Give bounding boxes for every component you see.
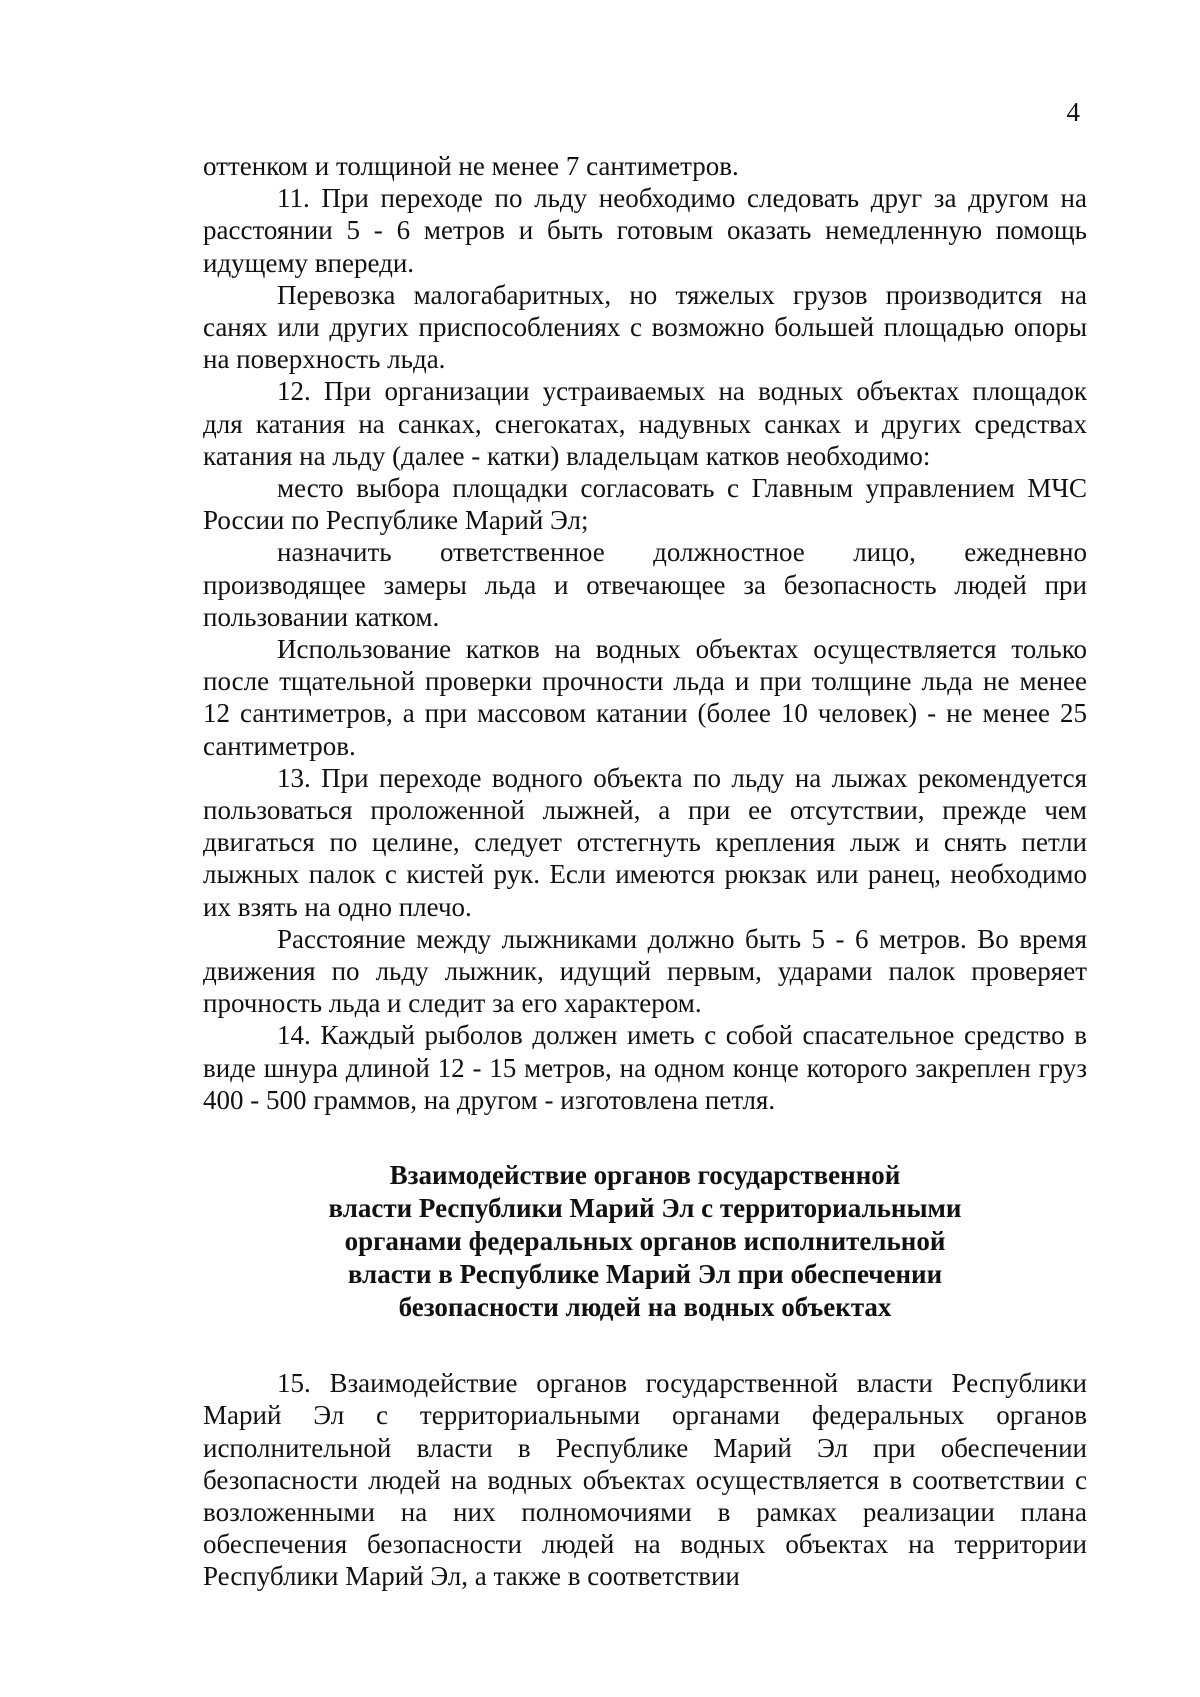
document-body xyxy=(203,150,1087,1593)
page-number: 4 xyxy=(1066,97,1080,127)
paragraph-responsible-person: назначить ответственное должностное лицо, ежедневно производящее замеры льда и отвечающее за безопасность людей при пользовании катком. xyxy=(203,537,1087,632)
paragraph-item-13: 13. При переходе водного объекта по льду на лыжах рекомендуется пользоваться проложенной лыжней, а при ее отсутствии, прежде чем двигаться по целине, следует отстегнуть крепления лыж и снять петли лыжных палок с кистей рук. Если имеются рюкзак или ранец, необходимо их взять на одно плечо. xyxy=(203,762,1087,922)
paragraph-cargo-transport: Перевозка малогабаритных, но тяжелых грузов производится на санях или других приспособлениях с возможно большей площадью опоры на поверхность льда. xyxy=(203,279,1087,375)
paragraph-item-12: 12. При организации устраиваемых на водных объектах площадок для катания на санках, снегокатах, надувных санках и других средствах катания на льду (далее - катки) владельцам катков необходимо: xyxy=(203,376,1087,471)
paragraph-item-11: 11. При переходе по льду необходимо следовать друг за другом на расстоянии 5 - 6 метров и быть готовым оказать немедленную помощь идущему впереди. xyxy=(203,183,1087,278)
paragraph-continuation: оттенком и толщиной не менее 7 сантиметров. xyxy=(203,151,739,181)
paragraph-rink-usage: Использование катков на водных объектах осуществляется только после тщательной проверки прочности льда и при толщине льда не менее 12 сантиметров, а при массовом катании (более 10 человек) - не менее 25 сантиметров. xyxy=(203,634,1087,761)
section-heading-line: власти в Республике Марий Эл при обеспечении xyxy=(347,1259,943,1290)
section-heading-line: безопасности людей на водных объектах xyxy=(398,1292,892,1323)
section-heading-line: Взаимодействие органов государственной xyxy=(389,1160,901,1191)
section-heading-line: органами федеральных органов исполнительной xyxy=(344,1226,946,1257)
paragraph-item-14: 14. Каждый рыболов должен иметь с собой спасательное средство в виде шнура длиной 12 - 15 метров, на одном конце которого закреплен груз 400 - 500 граммов, на другом - изготовлена петля. xyxy=(203,1020,1087,1115)
section-heading xyxy=(203,1159,1087,1324)
paragraph-skier-distance: Расстояние между лыжниками должно быть 5 - 6 метров. Во время движения по льду лыжник, идущий первым, ударами палок проверяет прочность льда и следит за его характером. xyxy=(203,923,1087,1019)
section-heading-line: власти Республики Марий Эл с территориальными xyxy=(328,1193,962,1224)
paragraph-site-approval: место выбора площадки согласовать с Главным управлением МЧС России по Республике Марий Эл; xyxy=(203,473,1087,536)
paragraph-item-15: 15. Взаимодействие органов государственной власти Республики Марий Эл с территориальными органами федеральных органов исполнительной власти в Республике Марий Эл при обеспечении безопасности людей на водных объектах осуществляется в соответствии с возложенными на них полномочиями в рамках реализации плана обеспечения безопасности людей на водных объектах на территории Республики Марий Эл, а также в соответствии xyxy=(203,1368,1087,1592)
